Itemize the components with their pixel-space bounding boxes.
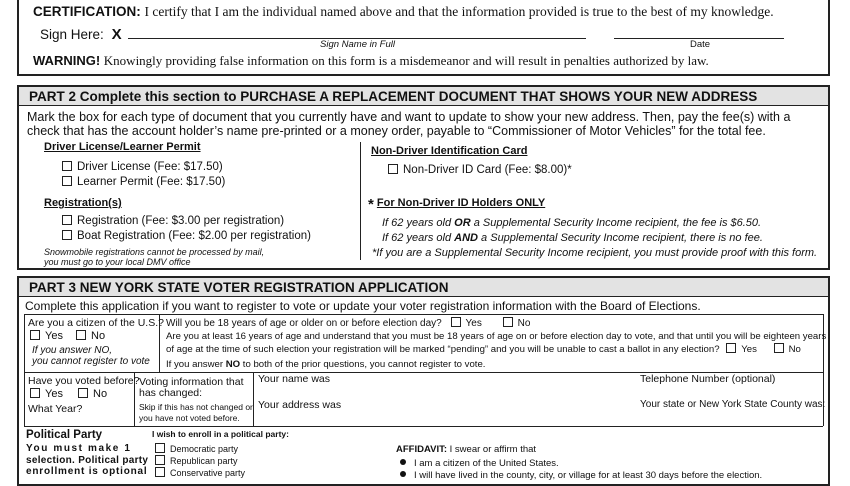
- part3-intro: Complete this application if you want to register to vote or update your voter registration information with the Board of Elections.: [25, 299, 701, 313]
- republican-checkbox[interactable]: [155, 455, 165, 465]
- warning-label: WARNING!: [33, 53, 101, 68]
- citizen-no-label: No: [91, 330, 106, 342]
- voting-info-line1: Voting information that: [139, 376, 244, 388]
- state-county-label: Your state or New York State County was:: [640, 399, 826, 410]
- fee-note-1a: If 62 years old: [382, 217, 455, 229]
- age16-line2: of age at the time of such election your registration will be marked “pending” and you will be unable to cast a ballot in any election?: [166, 344, 720, 355]
- grid-left: [24, 314, 25, 426]
- fee-note-1c: a Supplemental Security Income recipient, the fee is $6.50.: [470, 217, 762, 229]
- affidavit-list: [400, 458, 762, 482]
- age16-question: [166, 331, 826, 356]
- affidavit-item-1: [400, 458, 762, 470]
- grid-divider-info: [253, 372, 254, 426]
- voted-before-question: Have you voted before?: [28, 375, 140, 387]
- asterisk-mark: *: [368, 196, 374, 213]
- license-item-1[interactable]: [62, 161, 223, 173]
- sign-here-text: Sign Here:: [40, 27, 104, 42]
- age-no-checkbox[interactable]: [503, 317, 513, 327]
- registration-item-2[interactable]: [62, 230, 311, 242]
- voted-yes-label: Yes: [45, 388, 63, 400]
- citizen-question: Are you a citizen of the U.S.?: [28, 317, 164, 329]
- part2-intro-line2: check that has the account holder’s name pre-printed or a money order, payable to “Commissioner of Motor Vehicles” for the total fee.: [27, 124, 766, 138]
- enroll-heading: I wish to enroll in a political party:: [152, 429, 289, 439]
- citizen-note-line1: If you answer NO,: [32, 345, 113, 356]
- part2-column-divider: [360, 142, 361, 260]
- citizen-note-line2: you cannot register to vote: [32, 356, 150, 367]
- age-question: [166, 317, 530, 329]
- boat-registration-checkbox[interactable]: [62, 230, 72, 240]
- affidavit-item-1-text: I am a citizen of the United States.: [414, 458, 559, 469]
- part2-intro-line1: Mark the box for each type of document that you currently have and want to update to show your new address. Then, pay the fee(s) with a: [27, 110, 791, 124]
- part2-header: PART 2 Complete this section to PURCHASE A REPLACEMENT DOCUMENT THAT SHOWS YOUR NEW ADDRESS: [19, 87, 828, 106]
- affidavit-text: I swear or affirm that: [449, 444, 537, 455]
- license-item-2[interactable]: [62, 176, 225, 188]
- registration-label: Registration (Fee: $3.00 per registration): [77, 215, 285, 227]
- certification-statement: [33, 4, 774, 20]
- citizen-yes-label: Yes: [45, 330, 63, 342]
- age-no-label: No: [517, 318, 531, 329]
- fee-note-2: [382, 231, 763, 246]
- fee-note-2b: AND: [454, 232, 478, 244]
- affidavit-heading: [396, 444, 536, 455]
- party-instructions-line2: selection. Political party: [26, 454, 149, 466]
- age-yes-label: Yes: [465, 318, 482, 329]
- sign-here-label: [40, 26, 122, 43]
- registration-heading: Registration(s): [44, 197, 122, 209]
- previous-name-field[interactable]: [350, 373, 630, 393]
- signature-line[interactable]: [128, 24, 586, 39]
- party-option-democratic[interactable]: [155, 443, 245, 455]
- registration-item-1[interactable]: [62, 215, 284, 227]
- democratic-label: Democratic party: [170, 444, 239, 454]
- political-party-heading: Political Party: [26, 429, 103, 441]
- skip-note: [139, 402, 253, 424]
- registration-checkbox[interactable]: [62, 215, 72, 225]
- previous-name-label: Your name was: [258, 373, 330, 385]
- driver-license-checkbox[interactable]: [62, 161, 72, 171]
- what-year-label: What Year?: [28, 403, 83, 415]
- age16-yes-label: Yes: [741, 344, 757, 355]
- skip-note-line1: Skip if this has not changed or: [139, 402, 253, 412]
- fee-note-2a: If 62 years old: [382, 232, 455, 244]
- fee-note-1: [382, 216, 763, 231]
- age16-line2-row: [166, 343, 826, 356]
- citizen-yes-checkbox[interactable]: [30, 330, 40, 340]
- age16-line1: Are you at least 16 years of age and understand that you must be 18 years of age on or before election day to vote, and that until you will be eighteen years: [166, 331, 827, 342]
- affidavit-item-2-text: I will have lived in the county, city, or village for at least 30 days before the election.: [414, 470, 763, 481]
- certification-label: CERTIFICATION:: [33, 4, 141, 19]
- snowmobile-note: [44, 248, 264, 267]
- part3-header: PART 3 NEW YORK STATE VOTER REGISTRATION APPLICATION: [19, 278, 828, 297]
- snowmobile-note-line2: you must go to your local DMV office: [44, 256, 191, 267]
- no-both-b: NO: [225, 359, 241, 370]
- voted-no-label: No: [93, 388, 108, 400]
- learner-permit-label: Learner Permit (Fee: $17.50): [77, 176, 226, 188]
- previous-address-label: Your address was: [258, 399, 342, 411]
- age16-yes-checkbox[interactable]: [726, 343, 736, 353]
- nondriver-heading: Non-Driver Identification Card: [371, 145, 528, 157]
- skip-note-line2: you have not voted before.: [139, 413, 240, 423]
- age16-no-checkbox[interactable]: [774, 343, 784, 353]
- party-instructions: [26, 443, 148, 478]
- no-both-a: If you answer: [166, 359, 226, 370]
- age-yes-checkbox[interactable]: [451, 317, 461, 327]
- signature-caption: Sign Name in Full: [320, 39, 395, 50]
- driver-license-label: Driver License (Fee: $17.50): [77, 161, 223, 173]
- citizen-answers: [30, 330, 105, 342]
- voted-answers: [30, 388, 107, 400]
- part2-intro: [27, 110, 790, 138]
- date-line[interactable]: [614, 24, 784, 39]
- previous-address-field[interactable]: [350, 399, 630, 419]
- license-heading: Driver License/Learner Permit: [44, 141, 201, 153]
- bullet-icon: [400, 459, 406, 465]
- age-question-text: Will you be 18 years of age or older on or before election day?: [166, 318, 442, 329]
- conservative-label: Conservative party: [170, 468, 246, 478]
- voted-no-checkbox[interactable]: [78, 388, 88, 398]
- warning-text: Knowingly providing false information on this form is a misdemeanor and will result in penalties authorized by law.: [103, 53, 709, 68]
- nondriver-id-label: Non-Driver ID Card (Fee: $8.00)*: [403, 164, 572, 176]
- telephone-label: Telephone Number (optional): [640, 373, 776, 385]
- republican-label: Republican party: [170, 456, 238, 466]
- nondriver-item[interactable]: [388, 164, 572, 176]
- affidavit-label: AFFIDAVIT:: [396, 444, 448, 455]
- citizen-no-checkbox[interactable]: [76, 330, 86, 340]
- certification-text: I certify that I am the individual named above and that the information provided is true to the best of my knowledge.: [144, 4, 774, 19]
- no-both-note: [166, 359, 485, 370]
- date-caption: Date: [690, 39, 711, 50]
- fee-notes: [382, 216, 763, 246]
- fee-note-2c: a Supplemental Security Income recipient, there is no fee.: [478, 232, 763, 244]
- grid-top: [24, 314, 823, 315]
- age16-no-label: No: [788, 344, 801, 355]
- citizen-note: [32, 345, 150, 367]
- affidavit-item-2: [400, 470, 762, 482]
- party-option-republican[interactable]: [155, 455, 245, 467]
- party-options: [155, 443, 245, 479]
- snowmobile-note-line1: Snowmobile registrations cannot be processed by mail,: [44, 247, 265, 257]
- party-instructions-line1: You must make 1: [26, 443, 132, 454]
- nondriver-only-heading-row: [368, 196, 545, 213]
- fee-note-1b: OR: [454, 217, 471, 229]
- warning-statement: [33, 53, 709, 69]
- no-both-c: to both of the prior questions, you cannot register to vote.: [240, 359, 486, 370]
- grid-row3: [24, 426, 823, 427]
- democratic-checkbox[interactable]: [155, 443, 165, 453]
- boat-registration-label: Boat Registration (Fee: $2.00 per registration): [77, 230, 311, 242]
- learner-permit-checkbox[interactable]: [62, 176, 72, 186]
- party-instructions-line3: enrollment is optional: [26, 466, 148, 477]
- voting-info-line2: has changed:: [139, 387, 203, 399]
- what-year-field[interactable]: [84, 404, 130, 414]
- x-mark: X: [111, 26, 122, 43]
- fee-note-3: *If you are a Supplemental Security Income recipient, you must provide proof with this form.: [372, 247, 818, 259]
- bullet-icon: [400, 471, 406, 477]
- nondriver-only-heading: For Non-Driver ID Holders ONLY: [376, 197, 546, 209]
- party-option-conservative[interactable]: [155, 467, 245, 479]
- conservative-checkbox[interactable]: [155, 467, 165, 477]
- voted-yes-checkbox[interactable]: [30, 388, 40, 398]
- nondriver-id-checkbox[interactable]: [388, 164, 398, 174]
- voting-info-label: [139, 377, 243, 399]
